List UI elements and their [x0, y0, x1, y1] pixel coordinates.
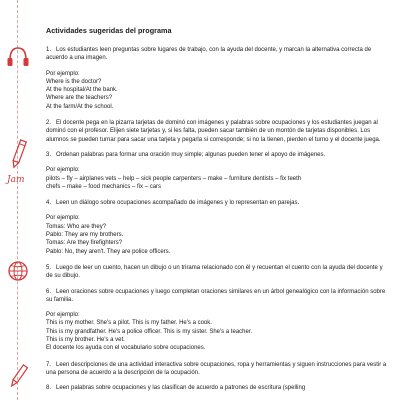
activity-list [46, 46, 388, 393]
example-line: This is my mother. She's a pilot. This is my father. He's a cook. [46, 320, 212, 327]
example-line: Where are the teachers? [46, 95, 113, 102]
page-title: Actividades sugeridas del programa [46, 26, 172, 35]
example-label: Por ejemplo: [46, 70, 80, 77]
example-label: Por ejemplo: [46, 215, 80, 222]
activity-item: 6. Leen oraciones sobre ocupaciones y luego completan oraciones similares en un árbol genealógico con la información sobre su familia. [46, 288, 387, 303]
example-line: Pablo: They are my brothers. [46, 232, 124, 239]
example-line: chefs – make – food mechanics – fix – cars [46, 183, 162, 190]
example-line: El docente los ayuda con el vocabulario sobre ocupaciones. [46, 345, 206, 352]
globe-icon [4, 256, 32, 286]
activity-item: 3. Ordenan palabras para formar una oración muy simple; algunas pueden tener el apoyo de imágenes. [46, 151, 326, 158]
example-block [46, 311, 388, 352]
example-line: At the farm/At the school. [46, 103, 114, 110]
example-label: Por ejemplo: [46, 167, 80, 174]
example-block [46, 214, 388, 255]
pencil-jam-icon [4, 138, 32, 186]
jam-label: Jam [7, 175, 25, 185]
example-line: Tomas: Are they firefighters? [46, 240, 123, 247]
example-label: Por ejemplo: [46, 312, 80, 319]
example-line: Where is the doctor? [46, 78, 102, 85]
example-line: At the hospital/At the bank. [46, 87, 118, 94]
example-line: Tomas: Who are they? [46, 223, 107, 230]
activity-item: 1. Los estudiantes leen preguntas sobre lugares de trabajo, con la ayuda del docente, y marcan la alternativa correcta de acuerdo a una imagen. [46, 47, 373, 62]
pencil-icon [4, 362, 32, 392]
activity-item: 7. Leen descripciones de una actividad interactiva sobre ocupaciones, ropa y herramientas y siguen instrucciones para vestir a una persona de acuerdo a la descripción de la ocupación. [46, 361, 388, 376]
decorative-sidebar [0, 0, 36, 400]
example-block [46, 70, 388, 111]
activity-item: 2. El docente pega en la pizarra tarjetas de dominó con imágenes y palabras sobre ocupaciones y los estudiantes juegan al dominó con el profesor. Elijen siete tarjetas y, si les falta, pueden sacar también de un montón de tarjetas disponibles. Los alumnos se pueden turnar para sacar una tarjeta y pegarla si corresponde; si no la tienen, pierden el turno y el docente juega. [46, 120, 381, 143]
document-body [46, 26, 388, 400]
activity-item: 5. Luego de leer un cuento, hacen un dibujo o un trirama relacionado con él y recuentan el cuento con la ayuda del docente y de su dibujo. [46, 264, 385, 280]
headphones-icon [4, 42, 32, 72]
example-line: pilots – fly – airplanes vets – help – sick people carpenters – make – furniture dentists – fix teeth [46, 175, 302, 182]
activity-item: 4. Leen un diálogo sobre ocupaciones acompañado de imágenes y lo representan en parejas. [46, 200, 300, 207]
example-line: Pablo: No, they aren't. They are police officers. [46, 248, 171, 255]
example-line: This is my grandfather. He's a police officer. This is my sister. She's a teacher. [46, 328, 253, 335]
activity-item: 8. Leen palabras sobre ocupaciones y las clasifican de acuerdo a patrones de escritura (spelling [46, 385, 306, 392]
example-line: This is my brother. He's a vet. [46, 337, 125, 344]
example-block [46, 166, 388, 191]
